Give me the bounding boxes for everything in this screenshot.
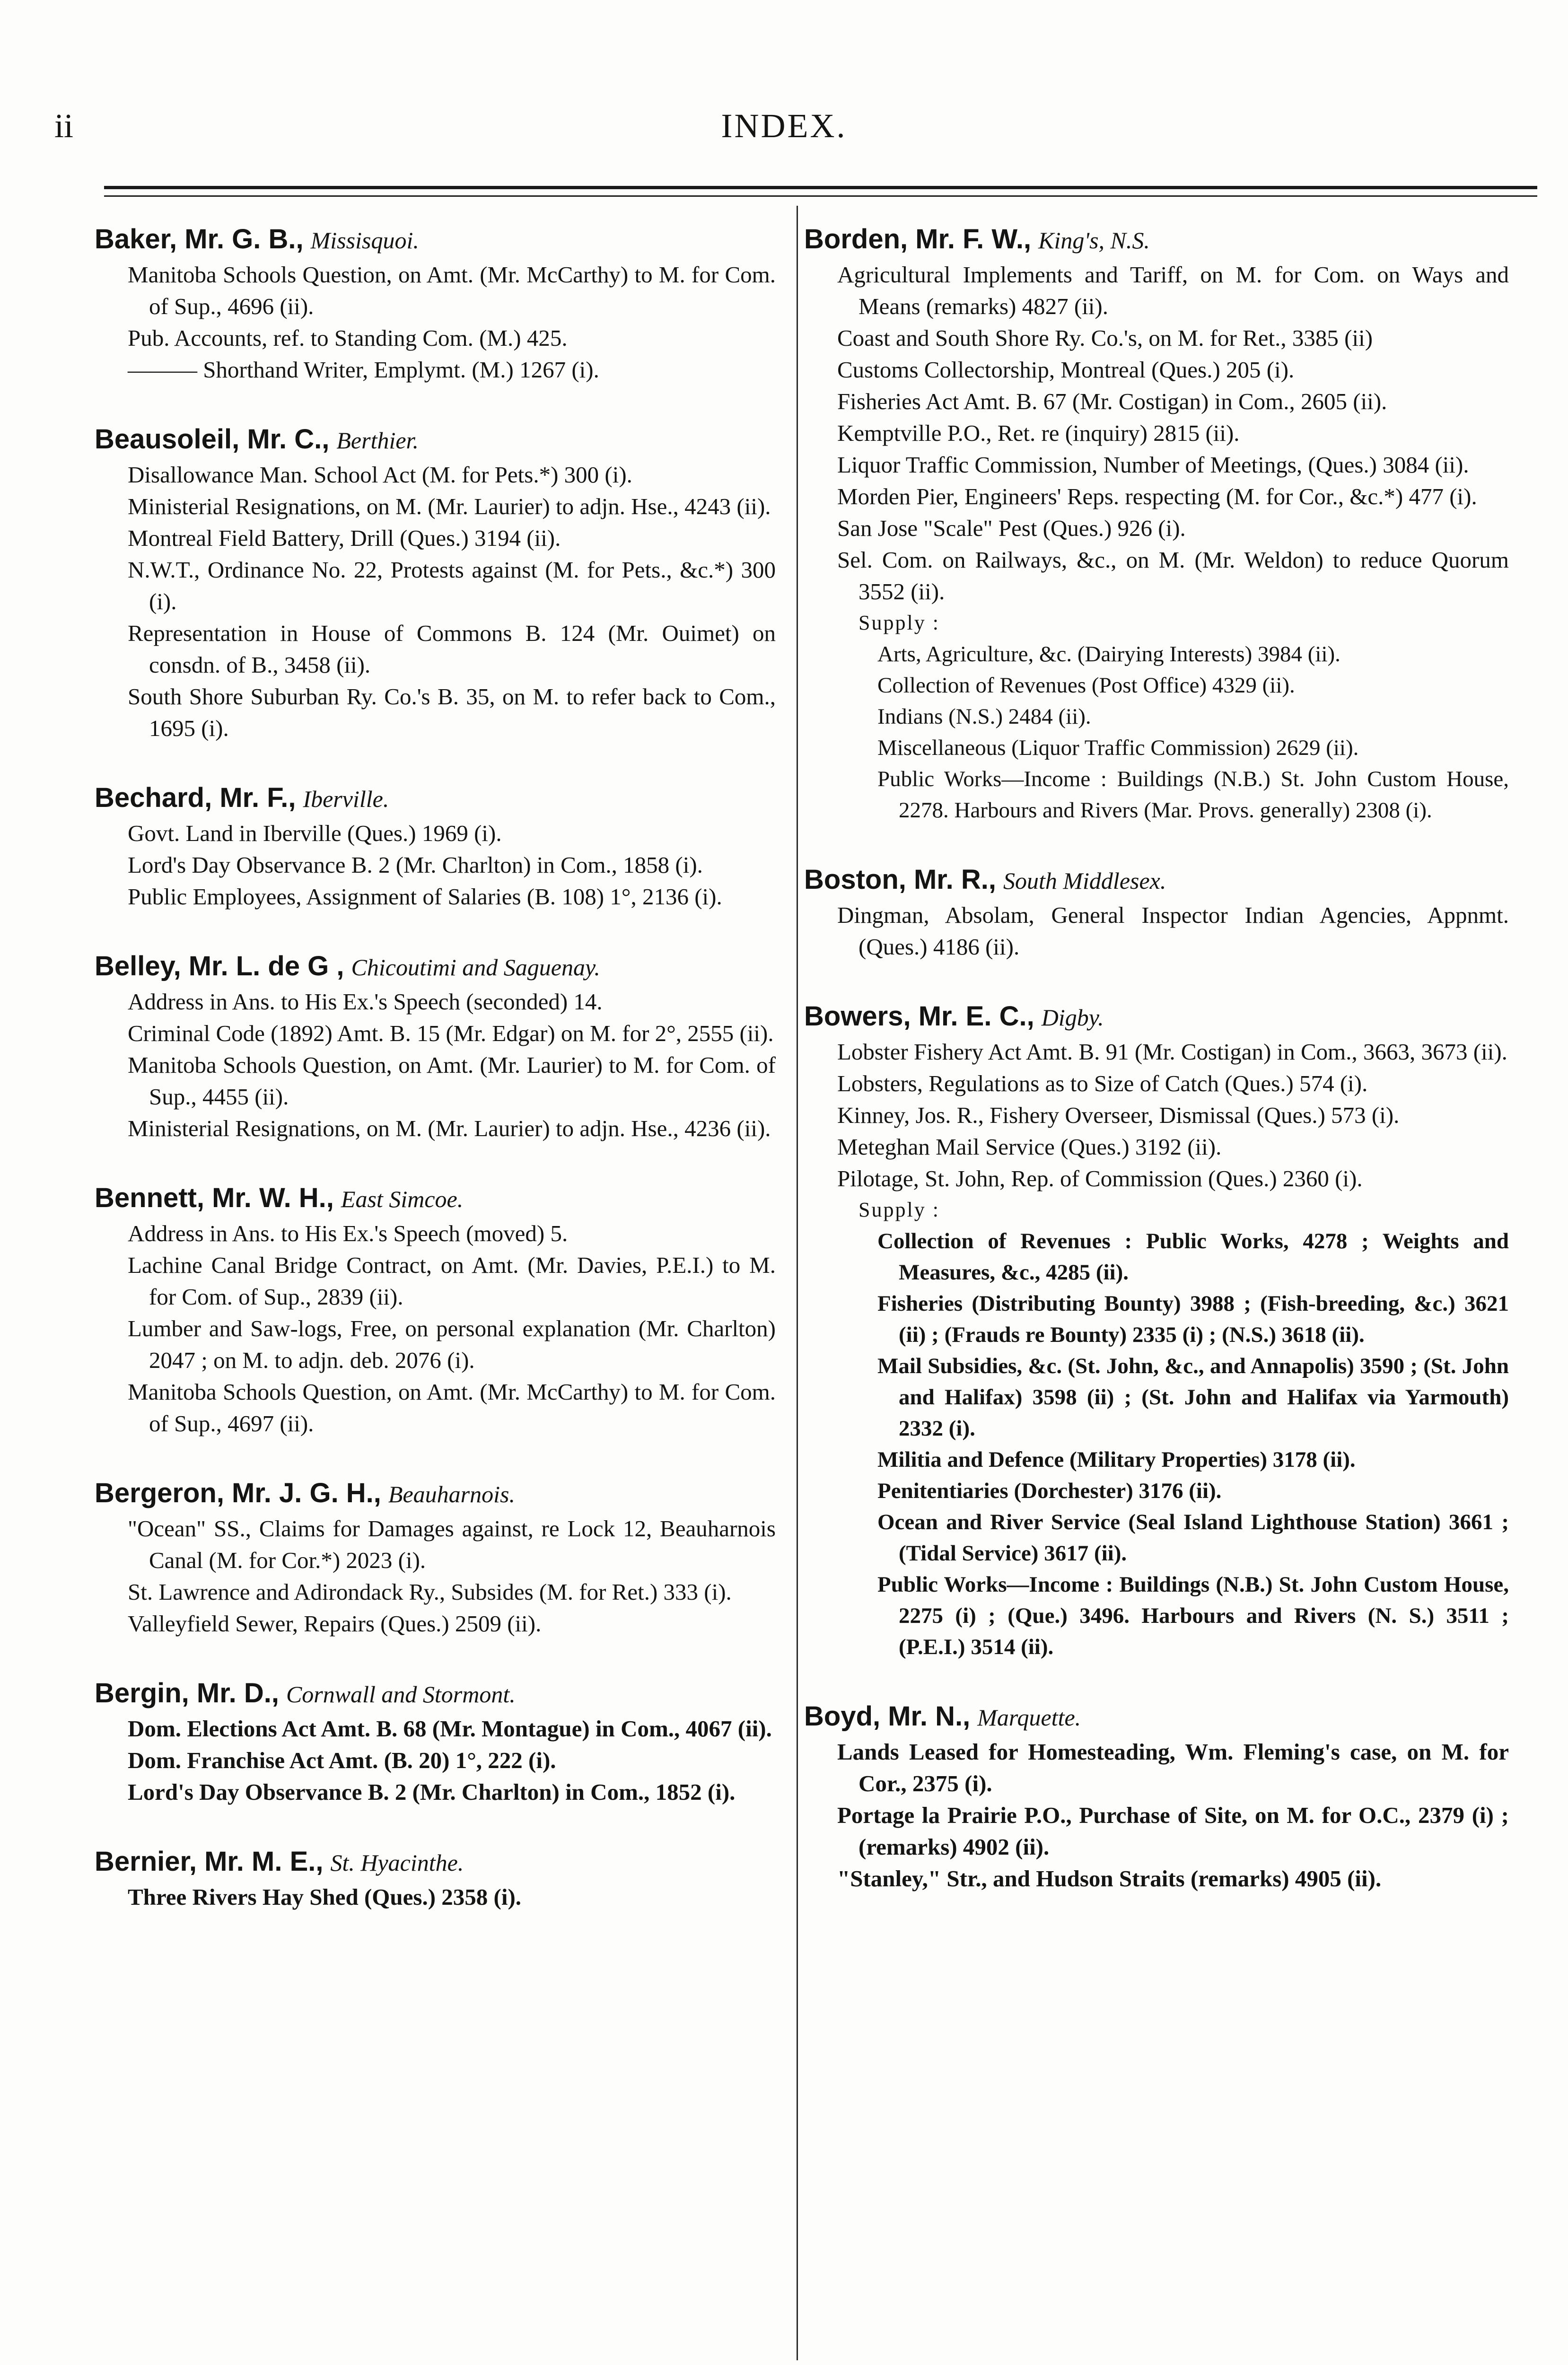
supply-reference: Arts, Agriculture, &c. (Dairying Interests) 3984 (ii).: [877, 642, 1340, 666]
index-reference: Dingman, Absolam, General Inspector Indian Agencies, Appnmt. (Ques.) 4186 (ii).: [837, 902, 1509, 960]
riding-name: King's, N.S.: [1038, 227, 1150, 254]
index-entry: [95, 422, 776, 744]
index-entry: [95, 1676, 776, 1808]
index-reference: Pub. Accounts, ref. to Standing Com. (M.) 425.: [128, 325, 568, 351]
member-name: Boston, Mr. R.,: [804, 864, 996, 895]
index-reference: Dom. Franchise Act Amt. (B. 20) 1°, 222 (i).: [128, 1747, 556, 1773]
supply-heading: Supply :: [858, 1198, 940, 1221]
index-entry: [804, 863, 1509, 963]
supply-reference: Penitentiaries (Dorchester) 3176 (ii).: [877, 1479, 1222, 1503]
index-entry: [95, 1845, 776, 1913]
riding-name: South Middlesex.: [1003, 867, 1166, 894]
column-divider: [797, 206, 798, 2360]
supply-reference: Collection of Revenues (Post Office) 4329 (ii).: [877, 673, 1295, 698]
supply-reference: Collection of Revenues : Public Works, 4278 ; Weights and Measures, &c., 4285 (ii).: [877, 1229, 1509, 1285]
member-name: Beausoleil, Mr. C.,: [95, 424, 330, 455]
left-column: [95, 222, 776, 1950]
index-entry: [804, 999, 1509, 1663]
index-reference: Customs Collectorship, Montreal (Ques.) 205 (i).: [837, 357, 1295, 383]
index-reference: Portage la Prairie P.O., Purchase of Site, on M. for O.C., 2379 (i) ; (remarks) 4902 (ii).: [837, 1802, 1509, 1860]
index-reference: South Shore Suburban Ry. Co.'s B. 35, on M. to refer back to Com., 1695 (i).: [128, 683, 776, 741]
entry-heading: [95, 1181, 776, 1216]
riding-name: Digby.: [1041, 1004, 1104, 1031]
supply-reference: Militia and Defence (Military Properties) 3178 (ii).: [877, 1447, 1356, 1472]
member-name: Baker, Mr. G. B.,: [95, 224, 304, 254]
index-entry: [95, 781, 776, 912]
member-name: Boyd, Mr. N.,: [804, 1701, 971, 1732]
index-reference: Address in Ans. to His Ex.'s Speech (seconded) 14.: [128, 989, 603, 1015]
index-reference: Lachine Canal Bridge Contract, on Amt. (Mr. Davies, P.E.I.) to M. for Com. of Sup., 2839 (ii).: [128, 1252, 776, 1310]
index-reference: Lands Leased for Homesteading, Wm. Fleming's case, on M. for Cor., 2375 (i).: [837, 1739, 1509, 1796]
index-entry: [95, 222, 776, 385]
index-reference: "Stanley," Str., and Hudson Straits (remarks) 4905 (ii).: [837, 1866, 1382, 1892]
riding-name: Cornwall and Stormont.: [286, 1681, 516, 1708]
supply-reference: Ocean and River Service (Seal Island Lighthouse Station) 3661 ; (Tidal Service) 3617 (ii).: [877, 1510, 1509, 1566]
riding-name: Iberville.: [303, 786, 389, 812]
index-reference: Pilotage, St. John, Rep. of Commission (Ques.) 2360 (i).: [837, 1165, 1363, 1191]
member-name: Borden, Mr. F. W.,: [804, 224, 1032, 254]
member-name: Bechard, Mr. F.,: [95, 782, 296, 813]
riding-name: Marquette.: [977, 1704, 1081, 1731]
riding-name: St. Hyacinthe.: [330, 1849, 464, 1876]
index-reference: Dom. Elections Act Amt. B. 68 (Mr. Montague) in Com., 4067 (ii).: [128, 1716, 772, 1742]
entry-heading: [95, 1845, 776, 1879]
index-reference: Liquor Traffic Commission, Number of Meetings, (Ques.) 3084 (ii).: [837, 452, 1469, 478]
index-reference: Lumber and Saw-logs, Free, on personal explanation (Mr. Charlton) 2047 ; on M. to adjn. deb. 2076 (i).: [128, 1315, 776, 1373]
riding-name: Berthier.: [336, 427, 419, 454]
supply-reference: Miscellaneous (Liquor Traffic Commission) 2629 (ii).: [877, 736, 1359, 760]
riding-name: East Simcoe.: [341, 1186, 464, 1212]
entry-heading: [95, 949, 776, 984]
index-entry: [95, 1476, 776, 1639]
index-reference: Morden Pier, Engineers' Reps. respecting (M. for Cor., &c.*) 477 (i).: [837, 483, 1477, 509]
header-rule-thick: [104, 186, 1537, 189]
index-reference: Disallowance Man. School Act (M. for Pets.*) 300 (i).: [128, 462, 632, 488]
index-reference: Lobsters, Regulations as to Size of Catch (Ques.) 574 (i).: [837, 1070, 1368, 1096]
entry-heading: [804, 863, 1509, 897]
page-number: ii: [54, 107, 74, 145]
header-rule-thin: [104, 195, 1537, 197]
member-name: Bergeron, Mr. J. G. H.,: [95, 1478, 381, 1508]
index-reference: Kinney, Jos. R., Fishery Overseer, Dismissal (Ques.) 573 (i).: [837, 1102, 1400, 1128]
index-reference: Manitoba Schools Question, on Amt. (Mr. McCarthy) to M. for Com. of Sup., 4697 (ii).: [128, 1379, 776, 1437]
index-reference: Lord's Day Observance B. 2 (Mr. Charlton) in Com., 1858 (i).: [128, 852, 703, 878]
index-reference: St. Lawrence and Adirondack Ry., Subsides (M. for Ret.) 333 (i).: [128, 1579, 732, 1605]
page-header: [54, 106, 1514, 163]
index-reference: San Jose "Scale" Pest (Ques.) 926 (i).: [837, 515, 1186, 541]
member-name: Bergin, Mr. D.,: [95, 1678, 279, 1708]
index-reference: Agricultural Implements and Tariff, on M. for Com. on Ways and Means (remarks) 4827 (ii).: [837, 262, 1509, 319]
index-reference: Criminal Code (1892) Amt. B. 15 (Mr. Edgar) on M. for 2°, 2555 (ii).: [128, 1020, 774, 1046]
index-reference: Representation in House of Commons B. 124 (Mr. Ouimet) on consdn. of B., 3458 (ii).: [128, 620, 776, 678]
index-reference: Manitoba Schools Question, on Amt. (Mr. McCarthy) to M. for Com. of Sup., 4696 (ii).: [128, 262, 776, 319]
index-reference: Valleyfield Sewer, Repairs (Ques.) 2509 (ii).: [128, 1611, 542, 1637]
supply-reference: Mail Subsidies, &c. (St. John, &c., and Annapolis) 3590 ; (St. John and Halifax) 3598 (ii) ; (St. John and Halifax via Yarmouth) 2332 (i).: [877, 1354, 1509, 1441]
entry-heading: [804, 222, 1509, 257]
index-entry: [95, 1181, 776, 1439]
index-reference: N.W.T., Ordinance No. 22, Protests against (M. for Pets., &c.*) 300 (i).: [128, 557, 776, 614]
supply-heading: Supply :: [858, 611, 940, 634]
entry-heading: [95, 1676, 776, 1711]
index-reference: ——— Shorthand Writer, Emplymt. (M.) 1267 (i).: [128, 357, 599, 383]
member-name: Bowers, Mr. E. C.,: [804, 1001, 1034, 1032]
right-column: [804, 222, 1509, 1931]
index-reference: Coast and South Shore Ry. Co.'s, on M. for Ret., 3385 (ii): [837, 325, 1373, 351]
riding-name: Chicoutimi and Saguenay.: [351, 954, 600, 981]
index-reference: Ministerial Resignations, on M. (Mr. Laurier) to adjn. Hse., 4236 (ii).: [128, 1115, 771, 1141]
supply-reference: Public Works—Income : Buildings (N.B.) St. John Custom House, 2275 (i) ; (Que.) 3496. Harbours and Rivers (N. S.) 3511 ; (P.E.I.) 3514 (ii).: [877, 1572, 1509, 1659]
entry-heading: [804, 1699, 1509, 1734]
index-reference: Govt. Land in Iberville (Ques.) 1969 (i).: [128, 820, 502, 846]
index-reference: Sel. Com. on Railways, &c., on M. (Mr. Weldon) to reduce Quorum 3552 (ii).: [837, 547, 1509, 604]
member-name: Belley, Mr. L. de G ,: [95, 951, 344, 981]
index-reference: Fisheries Act Amt. B. 67 (Mr. Costigan) in Com., 2605 (ii).: [837, 388, 1387, 414]
entry-heading: [95, 1476, 776, 1511]
page-title: INDEX.: [721, 107, 847, 145]
index-reference: Montreal Field Battery, Drill (Ques.) 3194 (ii).: [128, 525, 561, 551]
index-entry: [804, 222, 1509, 826]
supply-reference: Public Works—Income : Buildings (N.B.) St. John Custom House, 2278. Harbours and Rivers (Mar. Provs. generally) 2308 (i).: [877, 767, 1509, 823]
index-reference: Ministerial Resignations, on M. (Mr. Laurier) to adjn. Hse., 4243 (ii).: [128, 493, 771, 519]
supply-reference: Fisheries (Distributing Bounty) 3988 ; (Fish-breeding, &c.) 3621 (ii) ; (Frauds re Bounty) 2335 (i) ; (N.S.) 3618 (ii).: [877, 1291, 1509, 1347]
member-name: Bennett, Mr. W. H.,: [95, 1182, 334, 1213]
index-entry: [95, 949, 776, 1144]
index-reference: "Ocean" SS., Claims for Damages against, re Lock 12, Beauharnois Canal (M. for Cor.*) 2023 (i).: [128, 1515, 776, 1573]
index-reference: Kemptville P.O., Ret. re (inquiry) 2815 (ii).: [837, 420, 1240, 446]
riding-name: Missisquoi.: [310, 227, 419, 254]
entry-heading: [804, 999, 1509, 1034]
index-reference: Lobster Fishery Act Amt. B. 91 (Mr. Costigan) in Com., 3663, 3673 (ii).: [837, 1039, 1507, 1065]
index-reference: Manitoba Schools Question, on Amt. (Mr. Laurier) to M. for Com. of Sup., 4455 (ii).: [128, 1052, 776, 1110]
index-reference: Public Employees, Assignment of Salaries (B. 108) 1°, 2136 (i).: [128, 884, 722, 910]
entry-heading: [95, 781, 776, 815]
member-name: Bernier, Mr. M. E.,: [95, 1846, 324, 1877]
index-reference: Meteghan Mail Service (Ques.) 3192 (ii).: [837, 1134, 1222, 1160]
index-reference: Three Rivers Hay Shed (Ques.) 2358 (i).: [128, 1884, 522, 1910]
entry-heading: [95, 222, 776, 257]
index-entry: [804, 1699, 1509, 1894]
supply-reference: Indians (N.S.) 2484 (ii).: [877, 704, 1091, 729]
index-reference: Lord's Day Observance B. 2 (Mr. Charlton) in Com., 1852 (i).: [128, 1779, 736, 1805]
riding-name: Beauharnois.: [388, 1481, 515, 1507]
index-reference: Address in Ans. to His Ex.'s Speech (moved) 5.: [128, 1220, 568, 1246]
entry-heading: [95, 422, 776, 457]
